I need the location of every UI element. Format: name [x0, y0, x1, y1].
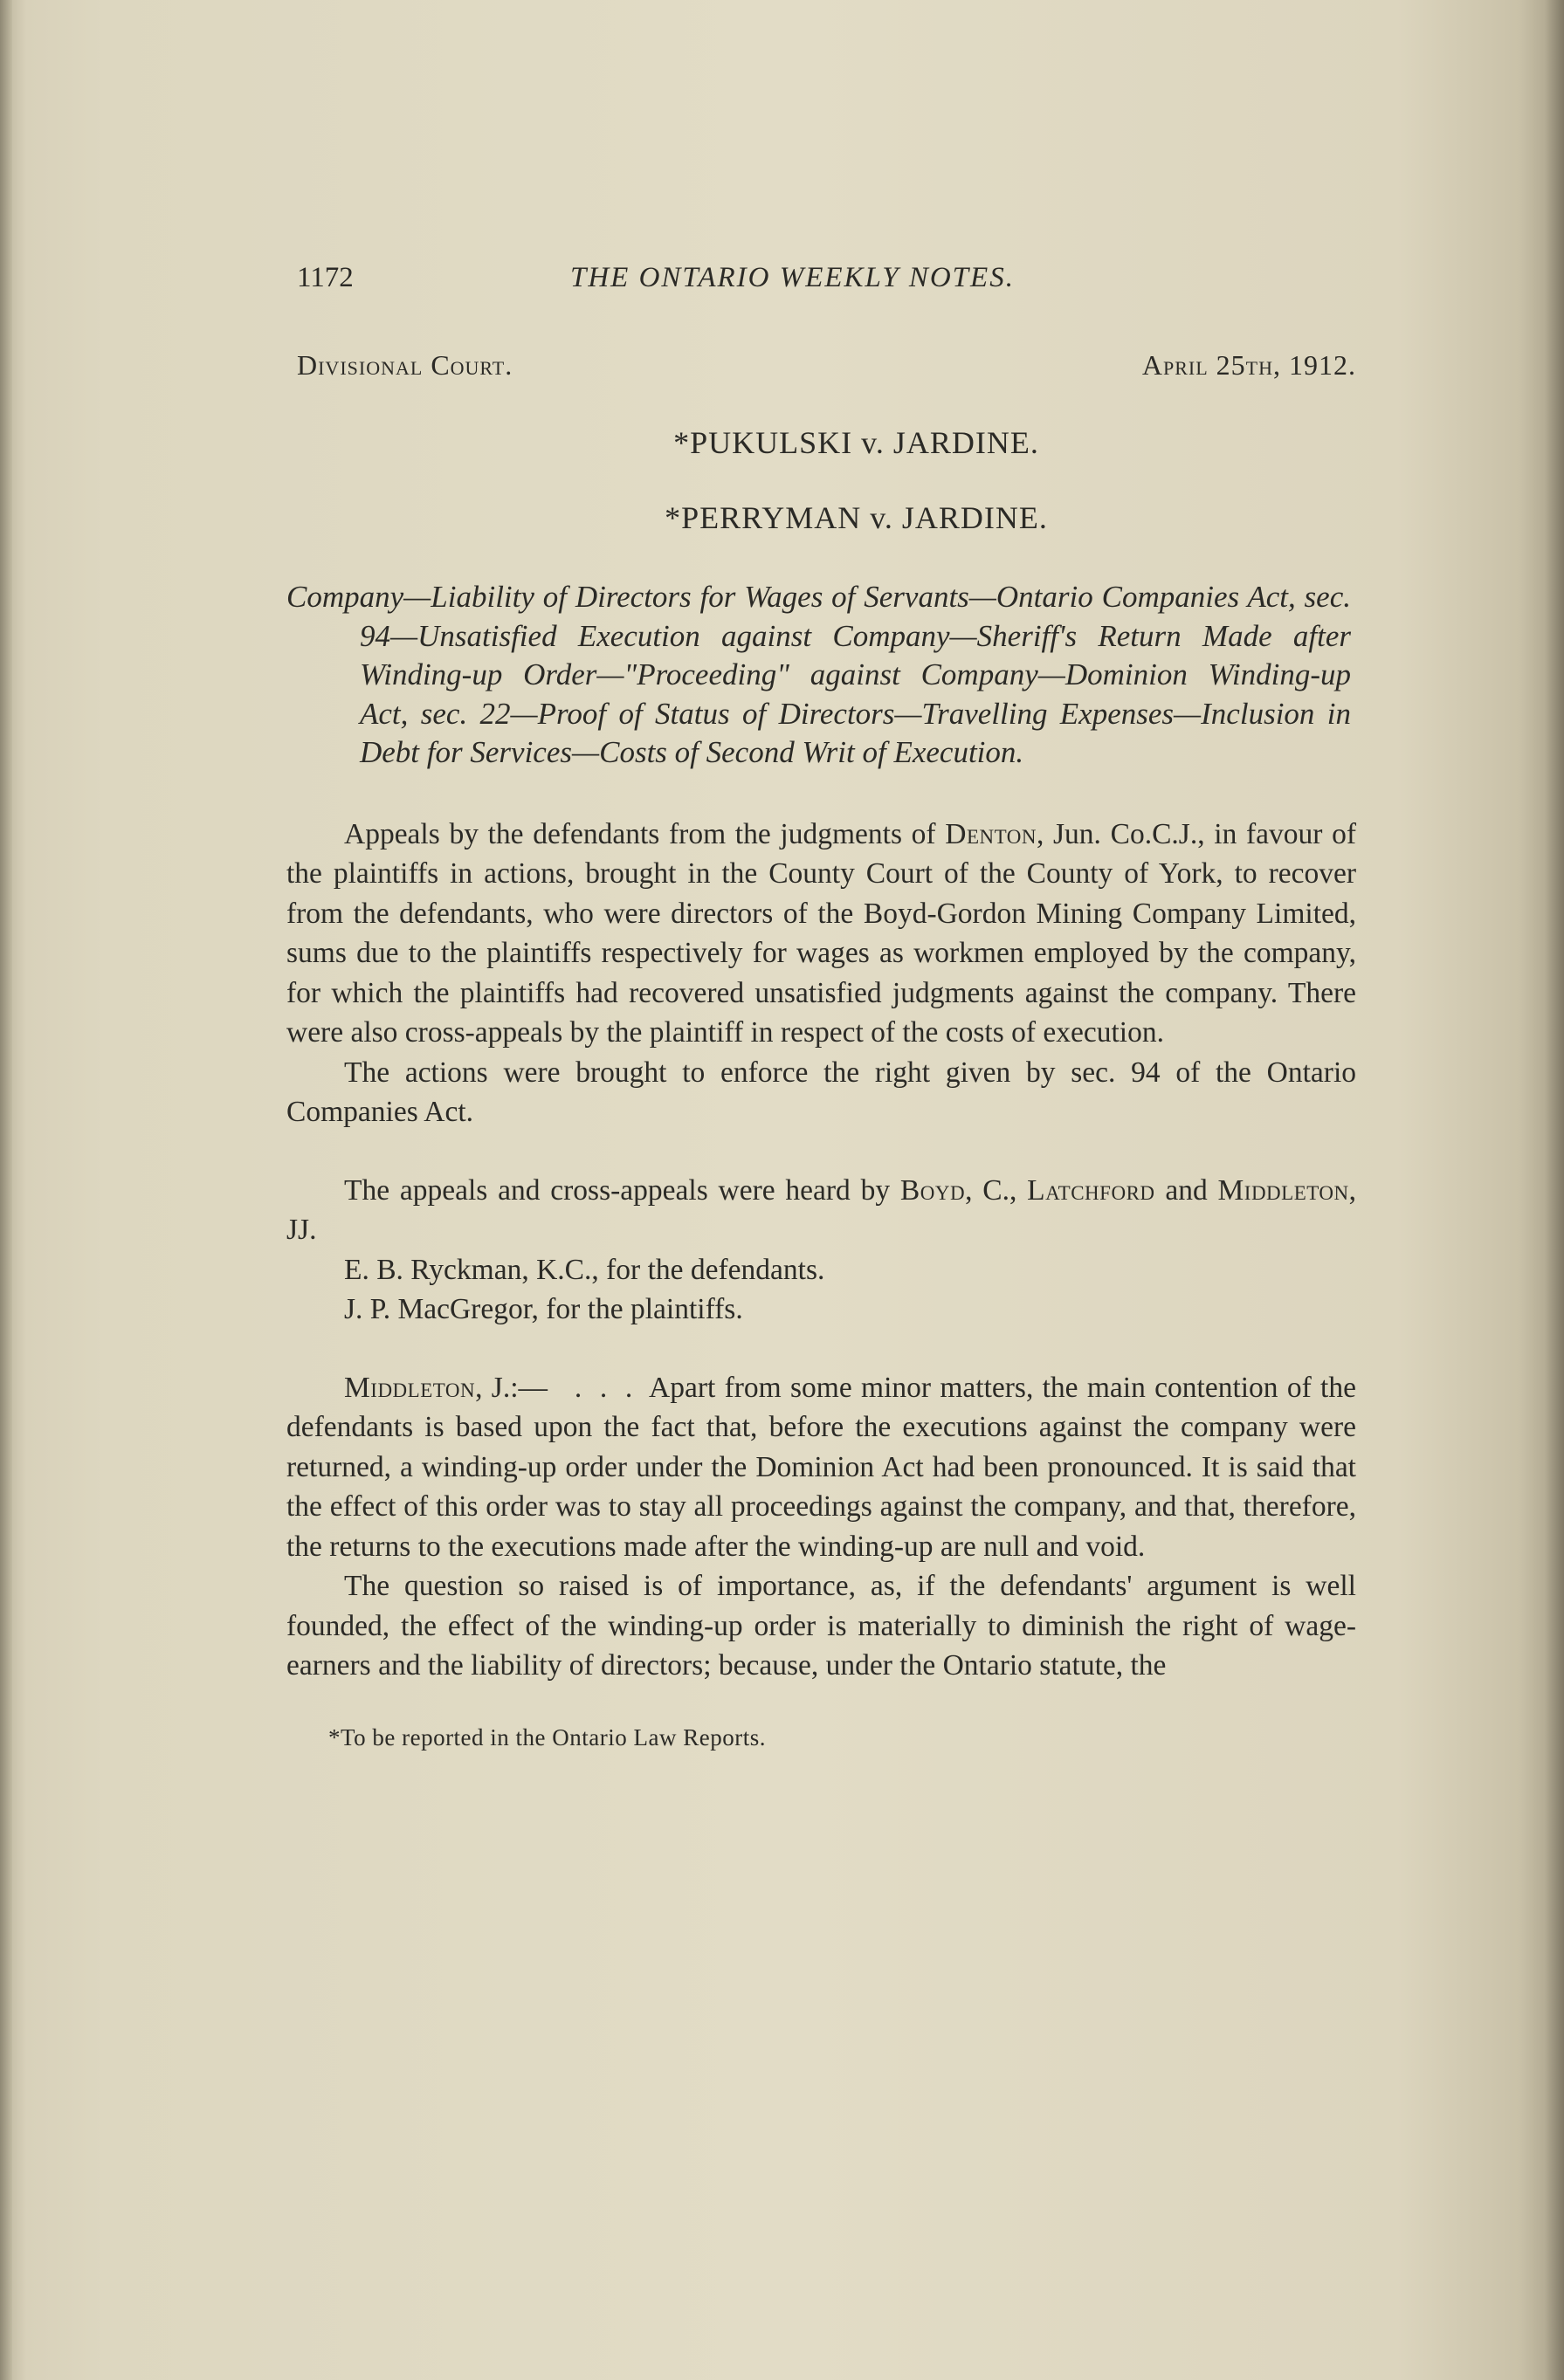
heard-sep: , C.,: [965, 1173, 1028, 1207]
judgment-text: Apart from some minor matters, the main contention of the defendants is based upon the fact that, before the executions against the company were returned, a winding-up order under the Dominion Act had been pronounced. It is said that the effect of this order was to stay all proceedings against the company, and that, therefore, the returns to the executions made after the winding-up are null and void.: [286, 1371, 1356, 1563]
judge-name: Boyd: [899, 1173, 966, 1207]
judge-name: Middleton: [1217, 1173, 1349, 1207]
decision-date: April 25th, 1912.: [1141, 349, 1356, 381]
question-paragraph: The question so raised is of importance, as, if the defendants' argument is well founded, the effect of the winding-up order is materially to diminish the right of wage-earners and the liability of directors; because, under the Ontario statute, the: [286, 1570, 1356, 1682]
heard-paragraph: [286, 1171, 1356, 1250]
judge-name: Middleton: [344, 1371, 476, 1404]
page-content: [286, 262, 1356, 1751]
heard-lead: The appeals and cross-appeals were heard by: [344, 1173, 900, 1207]
counsel-defendants: E. B. Ryckman, K.C., for the defendants.: [344, 1253, 825, 1286]
judge-name: Denton: [945, 817, 1037, 850]
court-name: Divisional Court.: [297, 349, 513, 381]
actions-paragraph: The actions were brought to enforce the right given by sec. 94 of the Ontario Companies Act.: [286, 1056, 1356, 1128]
counsel-plaintiffs: J. P. MacGregor, for the plaintiffs.: [344, 1293, 743, 1325]
headnote: Company—Liability of Directors for Wages of Servants—Ontario Companies Act, sec. 94—Unsatisfied Execution against Company—Sheriff's Return Made after Winding-up Order—"Proceeding" against Company—Dominion Winding-up Act, sec. 22—Proof of Status of Directors—Travelling Expenses—Inclusion in Debt for Services—Costs of Second Writ of Execution.: [286, 580, 1351, 769]
appeal-paragraph: [286, 815, 1356, 1053]
journal-title: THE ONTARIO WEEKLY NOTES.: [570, 262, 1015, 293]
case-title: *PUKULSKI v. JARDINE.: [673, 425, 1039, 460]
heard-sep: and: [1154, 1173, 1218, 1207]
judge-name: Latchford: [1027, 1173, 1155, 1207]
judgment-intro: , J.:— . . .: [475, 1371, 650, 1404]
appeal-text: , Jun. Co.C.J., in favour of the plaintiffs in actions, brought in the County Court of the County of York, to recover from the defendants, who were directors of the Boyd-Gordon Mining Company Limited, sums due to the plaintiffs respectively for wages as workmen employed by the company, for which the plaintiffs had recovered unsatisfied judgments against the company. There were also cross-appeals by the plaintiff in respect of the costs of execution.: [286, 817, 1357, 1049]
case-title: *PERRYMAN v. JARDINE.: [665, 500, 1048, 535]
page-curl-shadow: [1545, 0, 1564, 2380]
court-date-line: [286, 349, 1356, 393]
running-head: [286, 262, 1356, 306]
heard-end: , JJ.: [286, 1173, 1356, 1246]
footnote: *To be reported in the Ontario Law Reports.: [328, 1723, 766, 1751]
appeal-lead: Appeals by the defendants from the judgments of: [344, 817, 946, 850]
judgment-paragraph: [286, 1368, 1356, 1567]
binding-edge: [0, 0, 12, 2380]
page-number: 1172: [297, 262, 354, 293]
